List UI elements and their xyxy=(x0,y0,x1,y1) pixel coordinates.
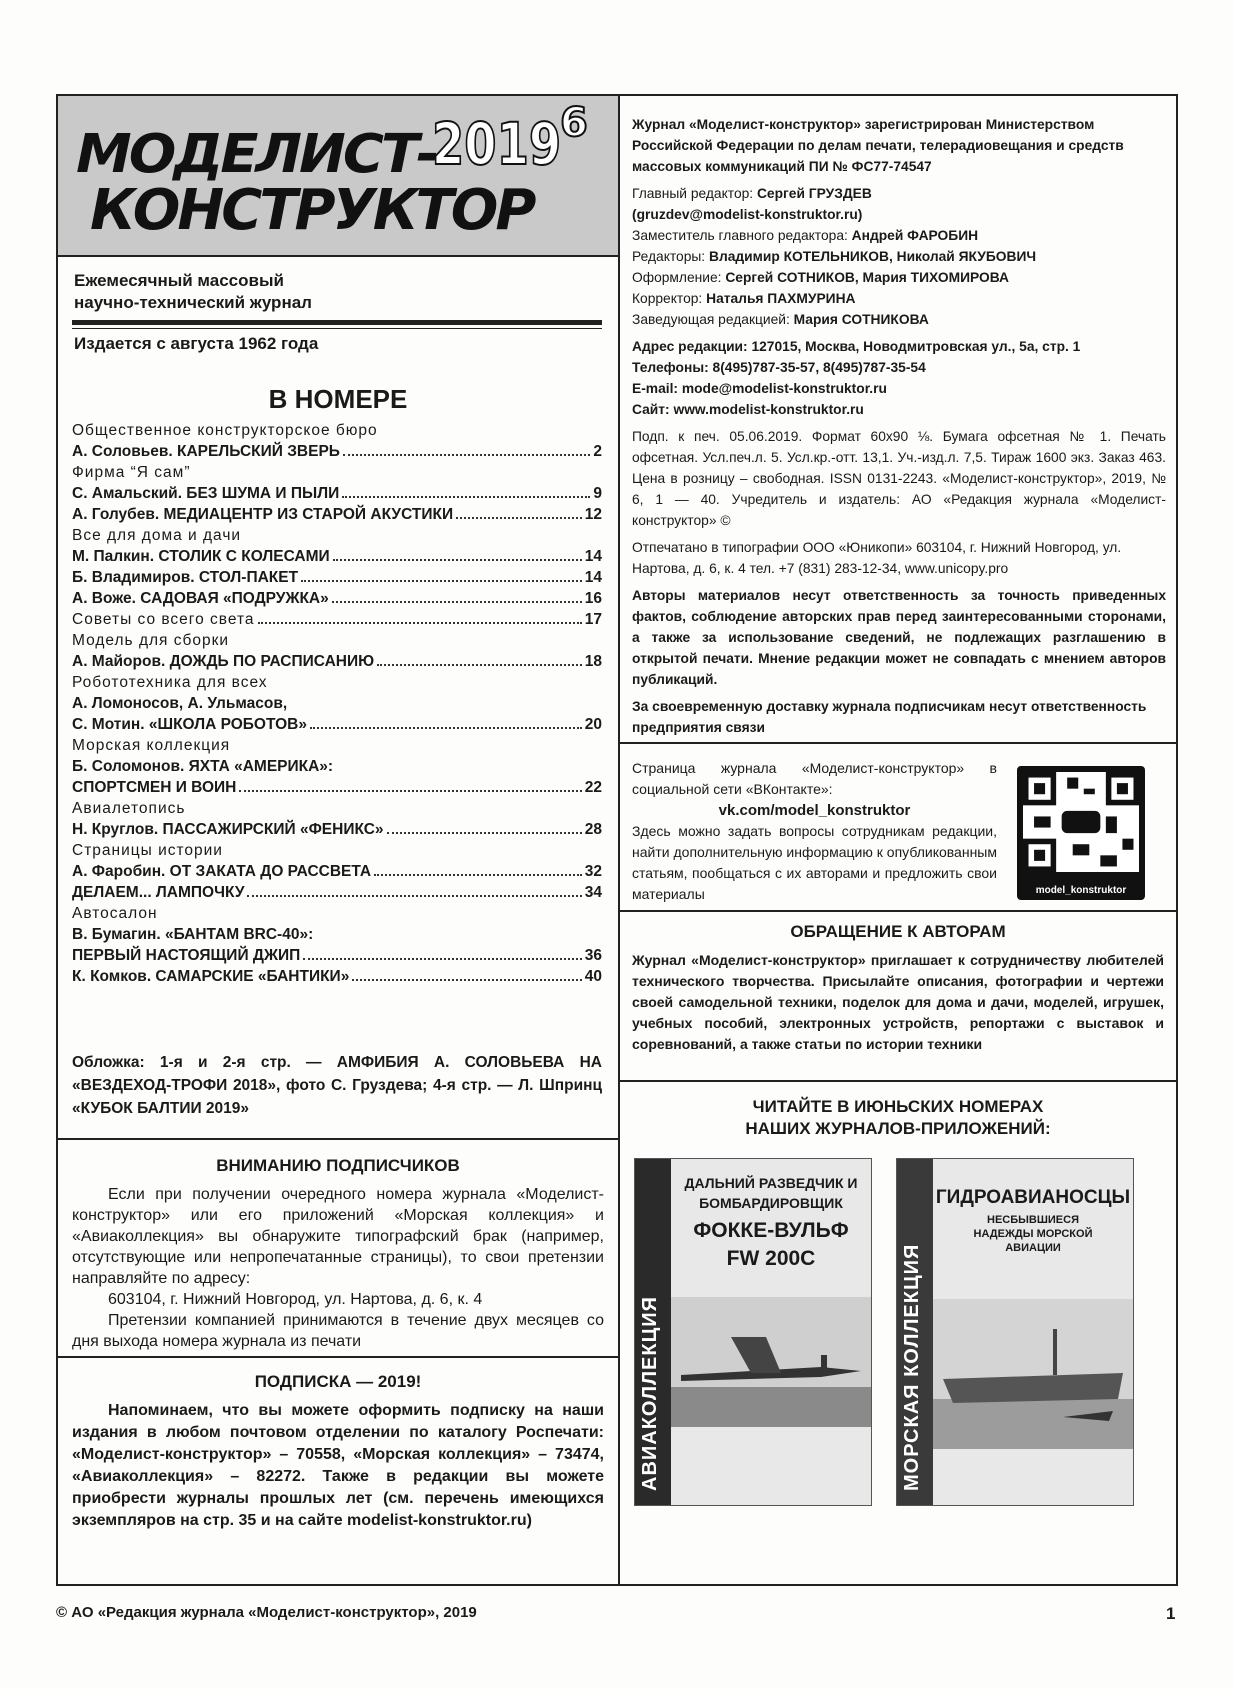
toc-page-number: 18 xyxy=(584,653,602,670)
toc-entry-line xyxy=(72,693,602,714)
vk-url[interactable]: vk.com/model_konstruktor xyxy=(718,802,911,819)
mag1-line1: ДАЛЬНИЙ РАЗВЕДЧИК И БОМБАРДИРОВЩИК xyxy=(684,1175,858,1211)
double-rule-thin xyxy=(72,328,602,329)
toc-entry-title: Н. Круглов. ПАССАЖИРСКИЙ «ФЕНИКС» xyxy=(72,821,384,838)
subtitle xyxy=(74,270,312,314)
mag2-line1: ГИДРОАВИАНОСЦЫ xyxy=(935,1187,1131,1208)
toc-entry-title: СПОРТСМЕН И ВОИН xyxy=(72,779,237,796)
subscription-title: ПОДПИСКА — 2019! xyxy=(254,1372,422,1391)
toc-section: Модель для сборки xyxy=(72,632,230,649)
cover-note: Обложка: 1-я и 2-я стр. — АМФИБИЯ А. СОЛОВЬЕВА НА «ВЕЗДЕХОД-ТРОФИ 2018», фото С. Груздева; 4-я стр. — Л. Шпринц «КУБОК БАЛТИИ 2019» xyxy=(72,1054,602,1117)
toc-entry xyxy=(72,651,602,672)
toc-entry-title: В. Бумагин. «БАНТАМ BRC-40»: xyxy=(72,926,314,943)
qr-pattern-icon xyxy=(1023,772,1139,872)
toc-leader xyxy=(352,966,581,981)
toc-entry-line xyxy=(72,924,602,945)
staff-line xyxy=(632,309,1166,330)
toc-leader xyxy=(387,819,582,834)
toc-leader xyxy=(332,588,582,603)
subtitle-line2: научно-технический журнал xyxy=(74,293,312,312)
toc-entry-title: С. Мотин. «ШКОЛА РОБОТОВ» xyxy=(72,716,307,733)
separator xyxy=(58,1138,618,1140)
authors-title: ОБРАЩЕНИЕ К АВТОРАМ xyxy=(790,922,1006,941)
toc-entry xyxy=(72,483,602,504)
airplane-photo xyxy=(671,1297,871,1427)
registration: Журнал «Моделист-конструктор» зарегистрирован Министерством Российской Федерации по делам печати, телерадиовещания и средств массовых коммуникаций ПИ № ФС77-74547 xyxy=(632,117,1124,174)
toc-page-number: 14 xyxy=(584,569,602,586)
toc-entry-title: Б. Владимиров. СТОЛ-ПАКЕТ xyxy=(72,569,299,586)
toc-entry-title: М. Палкин. СТОЛИК С КОЛЕСАМИ xyxy=(72,548,330,565)
toc-section: Авиалетопись xyxy=(72,800,186,817)
toc-entry xyxy=(72,966,602,987)
staff-role: Оформление: xyxy=(632,270,726,285)
toc-leader xyxy=(333,546,582,561)
staff-name: Сергей ГРУЗДЕВ xyxy=(756,186,872,201)
phones: Телефоны: 8(495)787-35-57, 8(495)787-35-54 xyxy=(632,360,926,375)
staff-line xyxy=(632,288,1166,309)
toc-leader xyxy=(258,609,582,624)
mag2-spine: МОРСКАЯ КОЛЛЕКЦИЯ xyxy=(901,1243,923,1491)
toc-entry xyxy=(72,819,602,840)
toc-leader xyxy=(247,882,581,897)
toc-entry xyxy=(72,882,602,903)
magazine-cover-naval-collection xyxy=(896,1158,1134,1506)
page-frame xyxy=(56,94,1178,1586)
vk-line1: Страница журнала «Моделист-конструктор» в социальной сети «ВКонтакте»: xyxy=(632,760,997,797)
toc-page-number: 16 xyxy=(584,590,602,607)
address: Адрес редакции: 127015, Москва, Новодмитровская ул., 5а, стр. 1 xyxy=(632,339,1081,354)
toc-section: Общественное конструкторское бюро xyxy=(72,422,378,439)
toc-entry-title: Б. Соломонов. ЯХТА «АМЕРИКА»: xyxy=(72,758,334,775)
logo-line2: КОНСТРУКТОР xyxy=(90,178,534,243)
magazine-cover-aviacollection xyxy=(634,1158,872,1506)
toc-leader xyxy=(343,441,590,456)
read-title: ЧИТАЙТЕ В ИЮНЬСКИХ НОМЕРАХ НАШИХ ЖУРНАЛОВ-ПРИЛОЖЕНИЙ: xyxy=(745,1097,1051,1138)
published-since: Издается с августа 1962 года xyxy=(74,334,319,353)
subscribers-body xyxy=(72,1184,604,1352)
toc-entry xyxy=(72,777,602,798)
toc-page-number: 14 xyxy=(584,548,602,565)
staff-line xyxy=(632,267,1166,288)
toc-section: Фирма “Я сам” xyxy=(72,464,191,481)
airplane-icon xyxy=(671,1297,871,1427)
toc-entry xyxy=(72,567,602,588)
toc-page-number: 36 xyxy=(584,947,602,964)
toc-entry-title: ДЕЛАЕМ... ЛАМПОЧКУ xyxy=(72,884,245,901)
toc-entry xyxy=(72,588,602,609)
toc-entry xyxy=(72,945,602,966)
subscription-body: Напоминаем, что вы можете оформить подписку на наши издания в любом почтовом отделении по каталогу Роспечати: «Моделист-конструктор» – 70558, «Морская коллекция» – 73474, «Авиаколлекция» – 82272. Также в редакции вы можете приобрести журналы прошлых лет (см. перечень имеющихся экземпляров на стр. 35 и на сайте modelist-konstruktor.ru) xyxy=(72,1402,604,1529)
toc-entry-title: К. Комков. САМАРСКИЕ «БАНТИКИ» xyxy=(72,968,350,985)
email: E-mail: mode@modelist-konstruktor.ru xyxy=(632,381,887,396)
toc-entry-title: А. Фаробин. ОТ ЗАКАТА ДО РАССВЕТА xyxy=(72,863,372,880)
toc-page-number: 20 xyxy=(584,716,602,733)
toc-entry-title: С. Амальский. БЕЗ ШУМА И ПЫЛИ xyxy=(72,485,340,502)
mag1-spine: АВИАКОЛЛЕКЦИЯ xyxy=(639,1296,661,1491)
toc-leader xyxy=(310,714,582,729)
staff-role: Редакторы: xyxy=(632,249,709,264)
subscribers-p1: Если при получении очередного номера журнала «Моделист-конструктор» или его приложений «Морская коллекция» и «Авиаколлекция» вы обнаружите типографский брак (например, отсутствующие или непропечатанные страницы), то свои претензии направляйте по адресу: xyxy=(72,1186,604,1287)
toc-page-number: 40 xyxy=(584,968,602,985)
toc-entry-title: А. Соловьев. КАРЕЛЬСКИЙ ЗВЕРЬ xyxy=(72,443,340,460)
toc-page-number: 22 xyxy=(584,779,602,796)
staff-name: Мария СОТНИКОВА xyxy=(793,312,929,327)
toc-entry-title: ПЕРВЫЙ НАСТОЯЩИЙ ДЖИП xyxy=(72,947,301,964)
qr-caption: model_konstruktor xyxy=(1035,885,1127,896)
table-of-contents xyxy=(72,420,602,987)
logo-line1: МОДЕЛИСТ- xyxy=(76,123,437,186)
toc-entry-line xyxy=(72,756,602,777)
staff-name: Владимир КОТЕЛЬНИКОВ, Николай ЯКУБОВИЧ xyxy=(708,249,1037,264)
toc-page-number: 32 xyxy=(584,863,602,880)
toc-entry-title: А. Воже. САДОВАЯ «ПОДРУЖКА» xyxy=(72,590,329,607)
staff-list xyxy=(632,183,1166,330)
page-number: 1 xyxy=(1166,1604,1176,1623)
subscribers-title: ВНИМАНИЮ ПОДПИСЧИКОВ xyxy=(216,1156,460,1175)
site: Сайт: www.modelist-konstruktor.ru xyxy=(632,402,864,417)
staff-role: Корректор: xyxy=(632,291,707,306)
toc-page-number: 2 xyxy=(593,443,602,460)
toc-page-number: 28 xyxy=(584,821,602,838)
toc-entry-title: А. Ломоносов, А. Ульмасов, xyxy=(72,695,288,712)
toc-page-number: 34 xyxy=(584,884,602,901)
staff-role: Главный редактор: xyxy=(632,186,757,201)
masthead xyxy=(58,96,618,257)
toc-leader xyxy=(239,777,581,792)
mag1-line3: FW 200C xyxy=(726,1247,816,1270)
toc-entry-title: А. Голубев. МЕДИАЦЕНТР ИЗ СТАРОЙ АКУСТИКИ xyxy=(72,506,454,523)
separator xyxy=(58,1356,618,1358)
toc-leader xyxy=(301,567,582,582)
toc-section: Автосалон xyxy=(72,905,158,922)
separator xyxy=(620,1080,1176,1082)
toc-section: Страницы истории xyxy=(72,842,223,859)
double-rule-thick xyxy=(72,320,602,325)
staff-name: Сергей СОТНИКОВ, Мария ТИХОМИРОВА xyxy=(725,270,1010,285)
mag2-line2: НЕСБЫВШИЕСЯ НАДЕЖДЫ МОРСКОЙ АВИАЦИИ xyxy=(973,1214,1093,1254)
toc-entry-title: А. Майоров. ДОЖДЬ ПО РАСПИСАНИЮ xyxy=(72,653,375,670)
authors-body: Журнал «Моделист-конструктор» приглашает к сотрудничеству любителей технического творчества. Присылайте описания, фотографии и чертежи своей самодельной техники, поделок для дома и дачи, моделей, игрушек, учебных пособий, электронных устройств, репортажи с выставок и соревнований, а также статьи по истории техники xyxy=(632,952,1164,1052)
staff-name: Андрей ФАРОБИН xyxy=(851,228,979,243)
qr-code[interactable] xyxy=(1017,766,1145,900)
toc-leader xyxy=(342,483,590,498)
staff-name: Наталья ПАХМУРИНА xyxy=(706,291,856,306)
toc-page-number: 12 xyxy=(584,506,602,523)
toc-page-number: 17 xyxy=(584,611,602,628)
footer-copyright: © АО «Редакция журнала «Моделист-конструктор», 2019 xyxy=(56,1604,477,1621)
print-info: Подп. к печ. 05.06.2019. Формат 60х90 ⅛. Бумага офсетная № 1. Печать офсетная. Усл.печ.л. 5. Усл.кр.-отт. 13,1. Уч.-изд.л. 7,5. Тираж 1600 экз. Заказ 463. Цена в розницу – свободная. ISSN 0131-2243. «Моделист-конструктор», 2019, № 6, 1 — 40. Учредитель и издатель: АО «Редакция журнала «Моделист-конструктор» © xyxy=(632,429,1166,528)
vk-line2: Здесь можно задать вопросы сотрудникам редакции, найти дополнительную информацию к опубликованным статьям, пообщаться с их авторами и предложить свои материалы xyxy=(632,823,997,902)
toc-entry-title: Советы со всего света xyxy=(72,611,255,628)
printer-info: Отпечатано в типографии ООО «Юникопи» 603104, г. Нижний Новгород, ул. Нартова, д. 6, к. 4 тел. +7 (831) 283-12-34, www.unicopy.pro xyxy=(632,540,1122,576)
subtitle-line1: Ежемесячный массовый xyxy=(74,271,284,290)
delivery: За своевременную доставку журнала подписчикам несут ответственность предприятия связи xyxy=(632,699,1147,735)
staff-name: (gruzdev@modelist-konstruktor.ru) xyxy=(632,207,863,222)
toc-leader xyxy=(303,945,582,960)
toc-leader xyxy=(456,504,582,519)
toc-leader xyxy=(374,861,582,876)
toc-entry xyxy=(72,714,602,735)
staff-role: Заместитель главного редактора: xyxy=(632,228,852,243)
toc-section: Морская коллекция xyxy=(72,737,231,754)
disclaimer: Авторы материалов несут ответственность за точность приведенных фактов, соблюдение авторских прав перед заинтересованными сторонами, а также за использование сведений, не подлежащих разглашению в открытой печати. Мнение редакции может не совпадать с мнением авторов публикаций. xyxy=(632,588,1166,687)
toc-entry xyxy=(72,609,602,630)
in-issue-title: В НОМЕРЕ xyxy=(268,384,408,414)
masthead-year: 2019 xyxy=(432,110,562,178)
toc-leader xyxy=(377,651,582,666)
masthead-issue: 6 xyxy=(560,100,588,146)
toc-entry xyxy=(72,504,602,525)
separator xyxy=(620,910,1176,912)
staff-role: Заведующая редакцией: xyxy=(632,312,794,327)
toc-entry xyxy=(72,441,602,462)
ship-photo xyxy=(933,1299,1133,1449)
toc-entry xyxy=(72,861,602,882)
toc-entry xyxy=(72,546,602,567)
staff-line xyxy=(632,204,1166,225)
toc-section: Робототехника для всех xyxy=(72,674,268,691)
vk-block xyxy=(632,758,997,905)
separator xyxy=(620,742,1176,744)
imprint xyxy=(632,114,1166,738)
mag1-line2: ФОККЕ-ВУЛЬФ xyxy=(693,1219,849,1242)
column-divider xyxy=(618,96,620,1584)
toc-section: Все для дома и дачи xyxy=(72,527,242,544)
staff-line xyxy=(632,246,1166,267)
toc-page-number: 9 xyxy=(593,485,602,502)
staff-line xyxy=(632,183,1166,204)
subscribers-p2: 603104, г. Нижний Новгород, ул. Нартова, д. 6, к. 4 xyxy=(108,1291,483,1308)
ship-icon xyxy=(933,1299,1133,1449)
subscribers-p3: Претензии компанией принимаются в течение двух месяцев со дня выхода номера журнала из печати xyxy=(72,1312,604,1350)
staff-line xyxy=(632,225,1166,246)
